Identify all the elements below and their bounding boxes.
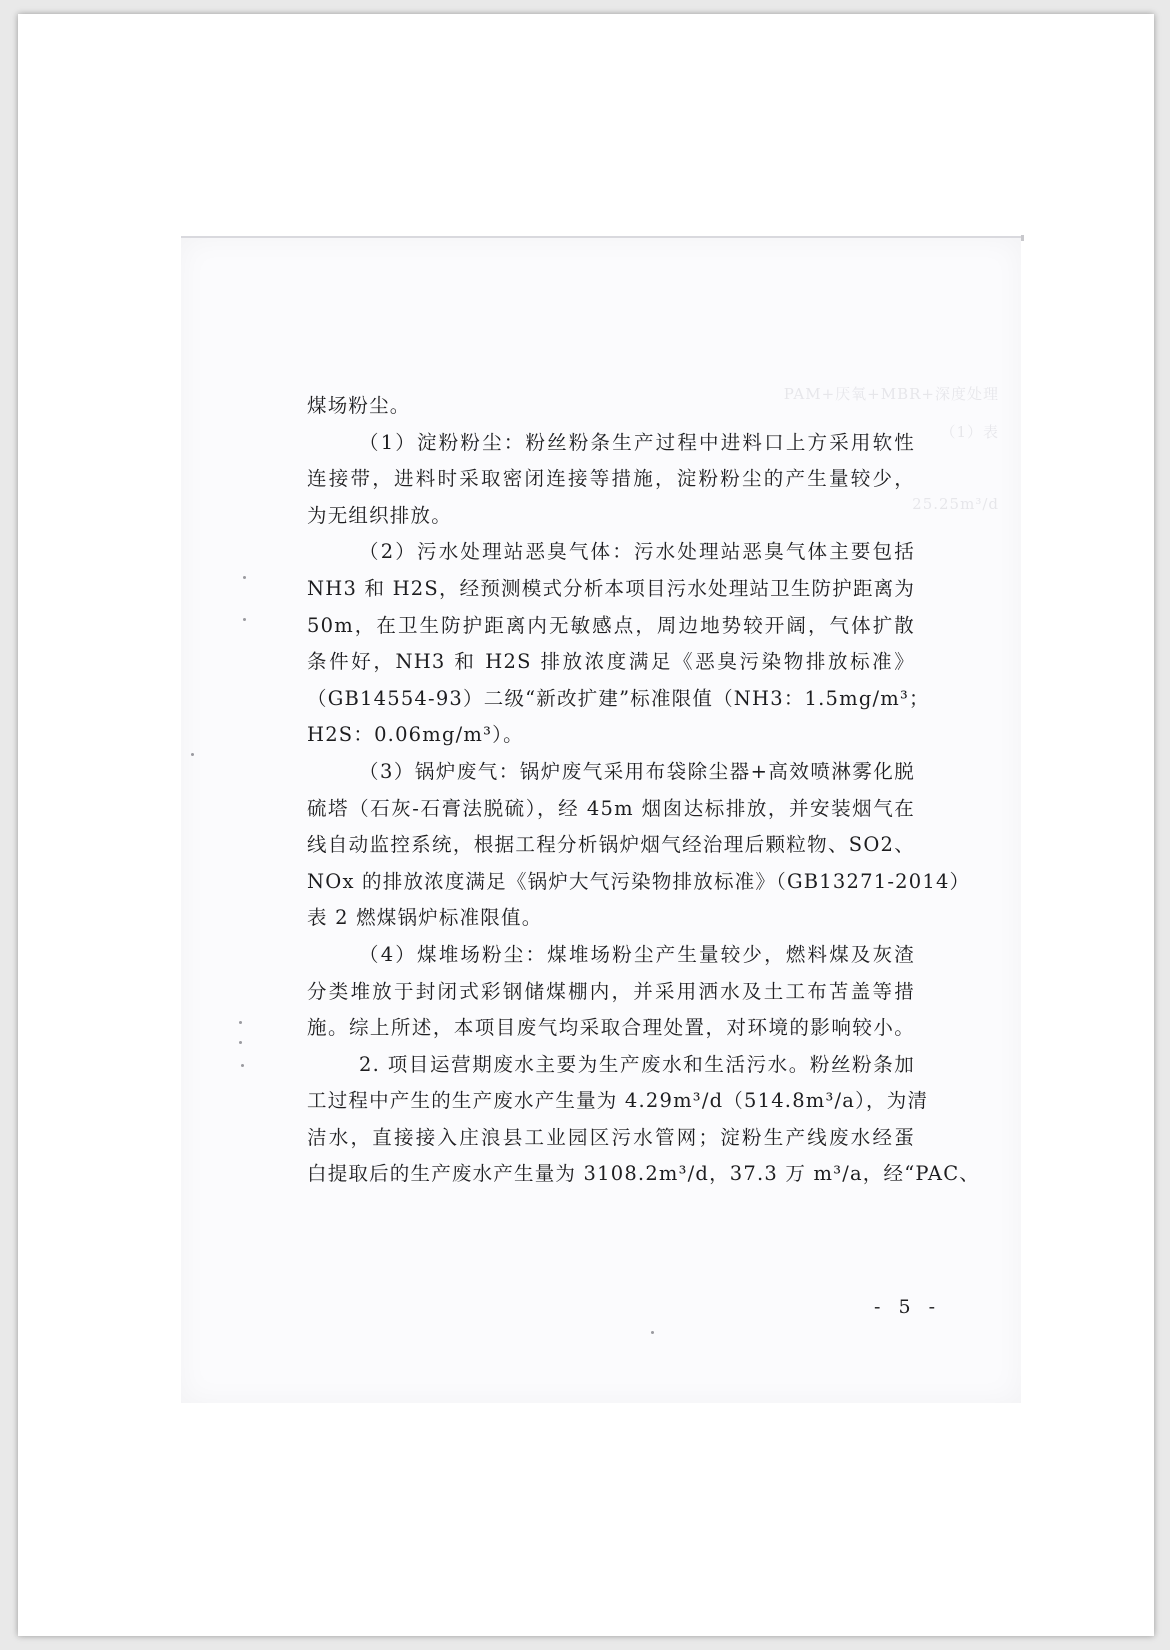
text-line: （1）淀粉粉尘：粉丝粉条生产过程中进料口上方采用软性 bbox=[359, 430, 915, 454]
bleed-through-text: PAM+厌氧+MBR+深度处理 bbox=[783, 385, 999, 403]
text-line: 洁水，直接接入庄浪县工业园区污水管网；淀粉生产线废水经蛋 bbox=[307, 1125, 915, 1149]
text-line: 线自动监控系统，根据工程分析锅炉烟气经治理后颗粒物、SO2、 bbox=[307, 833, 915, 857]
scan-speck bbox=[241, 1064, 244, 1067]
scanned-page bbox=[181, 236, 1021, 1403]
scan-speck bbox=[191, 753, 194, 756]
text-line: 白提取后的生产废水产生量为 3108.2m³/d，37.3 万 m³/a，经“PAC、 bbox=[307, 1162, 981, 1186]
text-line: H2S：0.06mg/m³）。 bbox=[307, 723, 524, 747]
scan-speck bbox=[651, 1331, 654, 1334]
text-line: （GB14554-93）二级“新改扩建”标准限值（NH3：1.5mg/m³； bbox=[307, 686, 930, 710]
scan-speck bbox=[243, 618, 246, 621]
scan-edge-mark bbox=[1021, 235, 1024, 241]
text-line: 施。综上所述，本项目废气均采取合理处置，对环境的影响较小。 bbox=[307, 1016, 915, 1040]
scan-speck bbox=[243, 576, 246, 579]
page-number: - 5 - bbox=[874, 1296, 942, 1318]
text-line: 工过程中产生的生产废水产生量为 4.29m³/d（514.8m³/a），为清 bbox=[307, 1089, 929, 1113]
text-line: （2）污水处理站恶臭气体：污水处理站恶臭气体主要包括 bbox=[359, 540, 915, 564]
scan-speck bbox=[239, 1041, 242, 1044]
text-line: 煤场粉尘。 bbox=[307, 394, 411, 417]
text-line: 表 2 燃煤锅炉标准限值。 bbox=[307, 906, 543, 930]
text-line: 50m，在卫生防护距离内无敏感点，周边地势较开阔，气体扩散 bbox=[307, 613, 915, 637]
document-sheet bbox=[18, 14, 1154, 1636]
text-line: 2. 项目运营期废水主要为生产废水和生活污水。粉丝粉条加 bbox=[359, 1052, 915, 1076]
text-line: （3）锅炉废气：锅炉废气采用布袋除尘器+高效喷淋雾化脱 bbox=[359, 759, 915, 783]
text-line: NOx 的排放浓度满足《锅炉大气污染物排放标准》（GB13271-2014） bbox=[307, 869, 971, 893]
bleed-through-text: （1）表 bbox=[940, 423, 999, 441]
text-line: 条件好，NH3 和 H2S 排放浓度满足《恶臭污染物排放标准》 bbox=[307, 650, 915, 674]
text-line: 为无组织排放。 bbox=[307, 503, 452, 527]
text-line: 分类堆放于封闭式彩钢储煤棚内，并采用洒水及土工布苫盖等措 bbox=[307, 979, 915, 1003]
text-line: 硫塔（石灰-石膏法脱硫），经 45m 烟囱达标排放，并安装烟气在 bbox=[307, 796, 915, 820]
text-line: （4）煤堆场粉尘：煤堆场粉尘产生量较少，燃料煤及灰渣 bbox=[359, 942, 915, 966]
bleed-through-text: 25.25m³/d bbox=[912, 495, 999, 513]
text-line: NH3 和 H2S，经预测模式分析本项目污水处理站卫生防护距离为 bbox=[307, 576, 916, 600]
scan-speck bbox=[239, 1021, 242, 1024]
text-line: 连接带，进料时采取密闭连接等措施，淀粉粉尘的产生量较少， bbox=[307, 467, 915, 491]
